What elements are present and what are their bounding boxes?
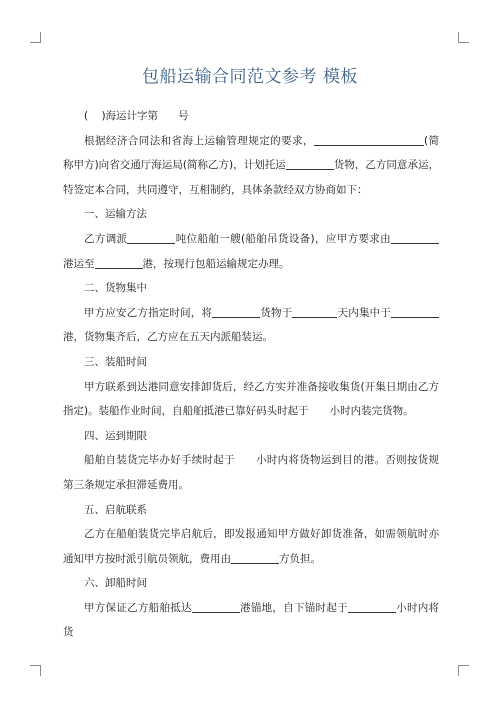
sec4-text-2: 小时内将货物运到目的港。否则按货规第三条规定承担滞延费用。 [63, 454, 440, 491]
sec4-text-1: 船舶自装货完毕办好手续时起于 [84, 454, 235, 467]
sec2-text-3: 天内集中于 [337, 306, 392, 319]
intro-paragraph [63, 129, 439, 203]
crop-mark-top-right [458, 32, 469, 43]
sec3-text-2: 小时内装完货物。 [329, 405, 414, 418]
section-heading: 三、装船时间 [84, 355, 147, 368]
crop-mark-top-left [30, 32, 41, 43]
blank-field[interactable] [314, 133, 424, 146]
sec1-text-4: 港，按现行包船运输规定办理。 [142, 257, 290, 270]
sec6-text-1: 甲方保证乙方船舶抵达 [84, 601, 192, 614]
blank-field[interactable] [212, 305, 260, 318]
blank-field[interactable] [127, 231, 175, 244]
sec3-text-1: 甲方联系到达港同意安排卸货后，经乙方实并准备接收集货(开集日期由乙方指定)。装船作业时间，自船舶抵港已靠好码头时起于 [63, 380, 439, 418]
blank-field[interactable] [391, 305, 439, 318]
intro-text-1: 根据经济合同法和省海上运输管理规定的要求， [84, 134, 314, 147]
sec2-text-2: 货物于 [260, 306, 293, 319]
intro-text-2: (简称甲方)向省交通厅海运局(简称乙方)，计划托运 [63, 134, 439, 172]
sec1-text-2: 吨位船舶一艘(船舶吊货设备)，应甲方要求由 [175, 232, 391, 245]
sec6-text-2: 港锚地，自下锚时起于 [239, 601, 348, 614]
blank-field[interactable] [391, 231, 439, 244]
blank-field[interactable] [348, 600, 396, 613]
blank-field[interactable] [95, 256, 143, 269]
section-paragraph [63, 596, 439, 645]
section-heading: 一、运输方法 [84, 208, 147, 221]
section-paragraph [63, 522, 439, 571]
crop-mark-bottom-right [458, 665, 469, 676]
section-heading: 四、运到期限 [84, 429, 147, 442]
crop-mark-bottom-left [30, 665, 41, 676]
sec1-text-1: 乙方调派 [84, 232, 128, 245]
section-paragraph [63, 227, 439, 276]
section-heading: 二、货物集中 [84, 282, 147, 295]
sec5-text-1: 乙方在船舶装货完毕启航后，即发报通知甲方做好卸货准备，如需领航时亦通知甲方按时派引航员领航，费用由 [63, 528, 439, 565]
section-heading: 五、启航联系 [84, 503, 147, 516]
blank-field[interactable] [286, 157, 334, 170]
section-heading: 六、卸船时间 [84, 577, 147, 590]
sec6-text-3: 小时内将货 [63, 601, 440, 639]
document-title: 包船运输合同范文参考 模板 [142, 67, 358, 87]
intro-text-3: 货物，乙方同意承运，特签定本合同，共同遵守，互相制约，具体条款经双方协商如下： [63, 159, 439, 196]
section-paragraph [63, 375, 439, 424]
section-paragraph [63, 448, 439, 497]
document-body [63, 104, 439, 645]
sec5-text-2: 方负担。 [279, 552, 321, 565]
sec1-text-3: 港运至 [63, 257, 95, 270]
blank-field[interactable] [192, 600, 240, 613]
document-number: ( )海运计字第 号 [84, 110, 189, 122]
sec2-text-1: 甲方应安乙方指定时间，将 [84, 306, 213, 319]
blank-field[interactable] [292, 305, 337, 318]
section-paragraph [63, 301, 439, 350]
blank-field[interactable] [231, 551, 279, 564]
sec2-text-4: 港，货物集齐后，乙方应在五天内派船装运。 [63, 331, 273, 344]
